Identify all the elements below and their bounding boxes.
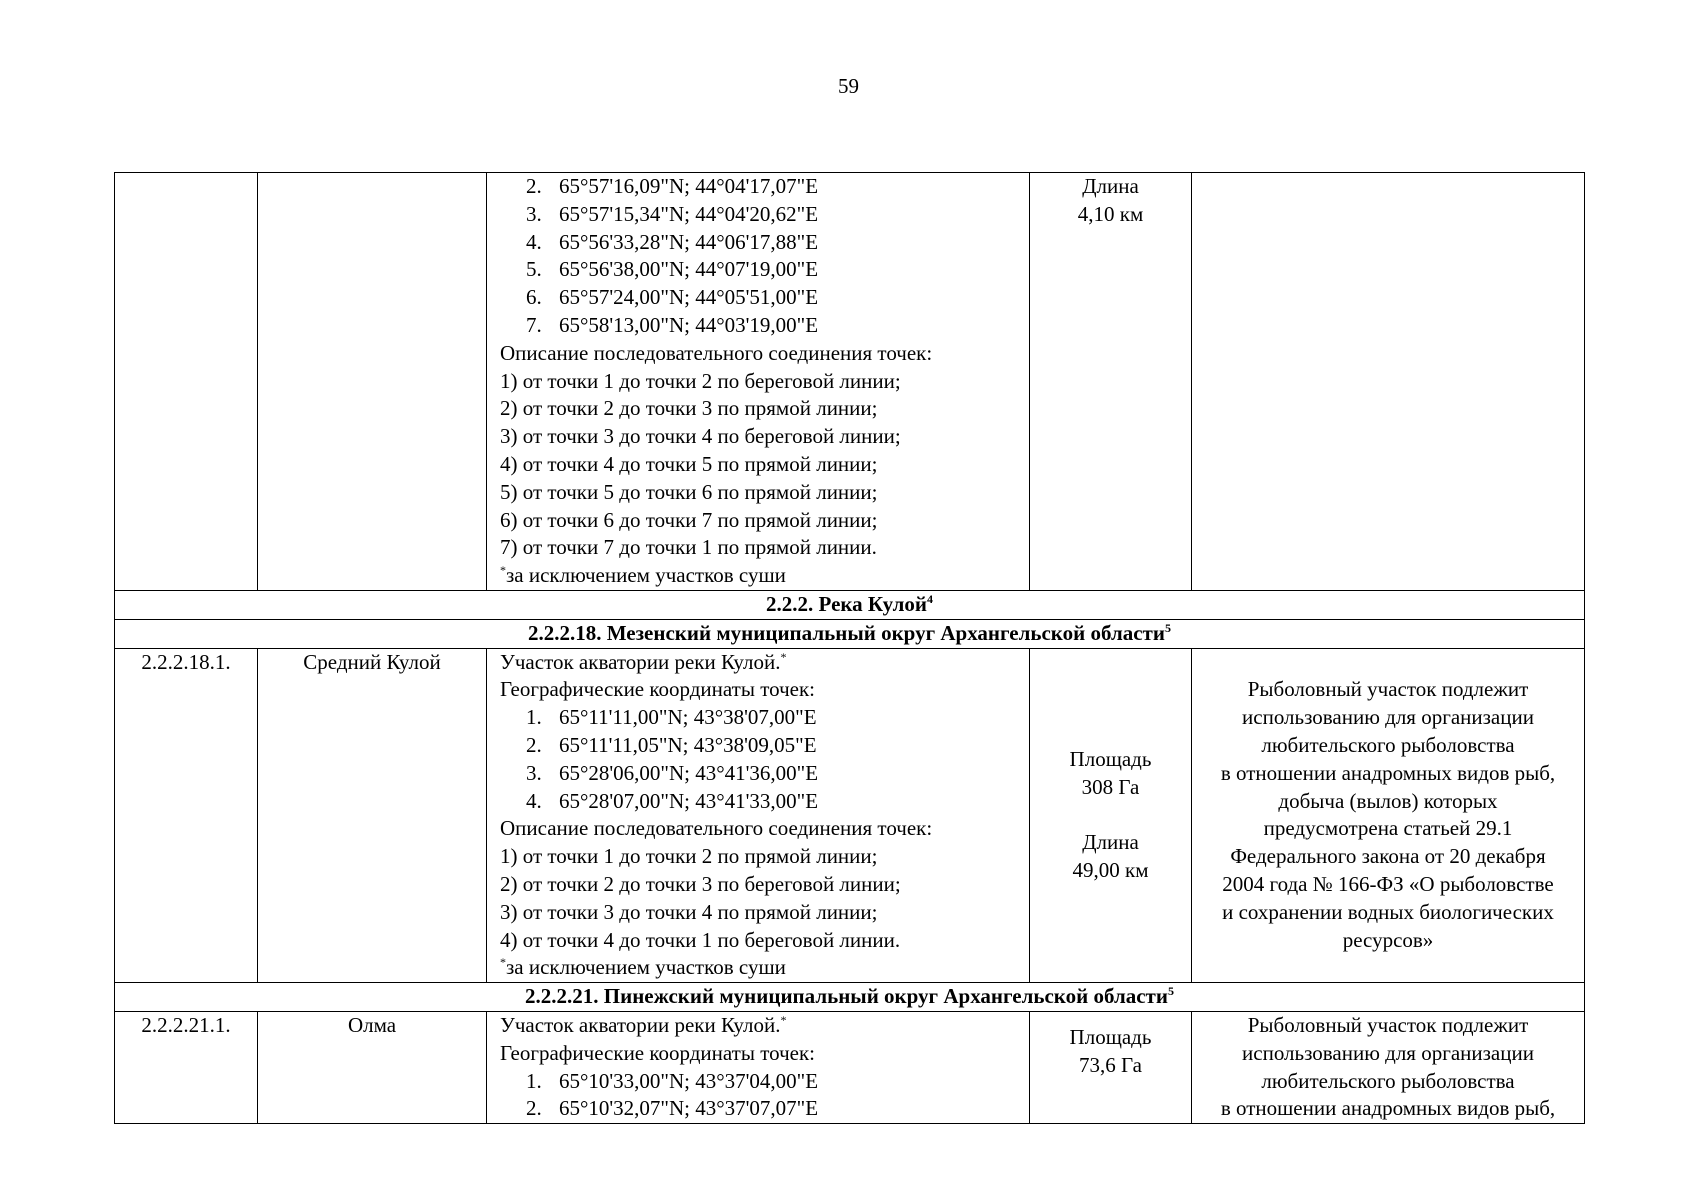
connection-item: 6) от точки 6 до точки 7 по прямой линии; xyxy=(500,507,878,532)
cell-name: Средний Кулой xyxy=(258,648,487,983)
note-line: любительского рыболовства xyxy=(1261,732,1515,757)
table-row-continuation xyxy=(115,173,1585,591)
section-title: 2.2.2.18. Мезенский муниципальный округ Архангельской области xyxy=(528,620,1165,645)
section-title: 2.2.2.21. Пинежский муниципальный округ Архангельской области xyxy=(525,984,1168,1009)
cell-name xyxy=(258,173,487,591)
note-line: Рыболовный участок подлежит xyxy=(1247,677,1529,702)
note-line: добыча (вылов) которых xyxy=(1278,788,1498,813)
page-number: 59 xyxy=(838,74,859,98)
point-item: 4. 65°28'07,00"N; 43°41'33,00"E xyxy=(526,788,819,813)
area-title: Участок акватории реки Кулой.* xyxy=(500,1012,787,1037)
note-line: предусмотрена статьей 29.1 xyxy=(1263,816,1513,841)
cell-note xyxy=(1192,648,1585,983)
point-item: 7. 65°58'13,00"N; 44°03'19,00"E xyxy=(526,312,819,337)
connection-title: Описание последовательного соединения точек: xyxy=(500,340,933,365)
point-item: 2. 65°10'32,07"N; 43°37'07,07"E xyxy=(526,1096,819,1121)
cell-size xyxy=(1030,1011,1192,1123)
connection-item: 3) от точки 3 до точки 4 по прямой линии; xyxy=(500,899,878,924)
note-line: в отношении анадромных видов рыб, xyxy=(1220,760,1556,785)
point-item: 1. 65°10'33,00"N; 43°37'04,00"E xyxy=(526,1068,819,1093)
point-item: 4. 65°56'33,28"N; 44°06'17,88"E xyxy=(526,229,819,254)
footnote: *за исключением участков суши xyxy=(500,955,786,980)
area-value: 308 Га xyxy=(1081,774,1140,799)
point-item: 3. 65°28'06,00"N; 43°41'36,00"E xyxy=(526,760,819,785)
note-line: Рыболовный участок подлежит xyxy=(1247,1012,1529,1037)
section-header-pinega: 2.2.2.21. Пинежский муниципальный округ Архангельской области$^5$ xyxy=(115,983,1585,1012)
footnote: *за исключением участков суши xyxy=(500,563,786,588)
point-item: 3. 65°57'15,34"N; 44°04'20,62"E xyxy=(526,201,819,226)
connection-item: 4) от точки 4 до точки 5 по прямой линии; xyxy=(500,451,878,476)
section-header-river: 2.2.2. Река Кулой$^4$ xyxy=(115,591,1585,620)
point-item: 6. 65°57'24,00"N; 44°05'51,00"E xyxy=(526,285,819,310)
cell-size xyxy=(1030,173,1192,591)
cell-number: 2.2.2.21.1. xyxy=(115,1011,258,1123)
area-label: Площадь xyxy=(1069,746,1152,771)
connection-item: 4) от точки 4 до точки 1 по береговой линии. xyxy=(500,927,901,952)
length-label: Длина xyxy=(1082,830,1139,855)
point-item: 2. 65°57'16,09"N; 44°04'17,07"E xyxy=(526,174,819,198)
note-line: в отношении анадромных видов рыб, xyxy=(1220,1096,1556,1121)
cell-name: Олма xyxy=(258,1011,487,1123)
point-item: 2. 65°11'11,05"N; 43°38'09,05"E xyxy=(526,732,817,757)
fishing-areas-table xyxy=(114,172,1585,1124)
connection-item: 2) от точки 2 до точки 3 по прямой линии; xyxy=(500,396,878,421)
note-line: использованию для организации xyxy=(1242,705,1534,730)
cell-description xyxy=(487,1011,1030,1123)
points-list xyxy=(500,704,1029,815)
table-row-olma xyxy=(115,1011,1585,1123)
length-value: 49,00 км xyxy=(1072,858,1149,883)
coords-title: Географические координаты точек: xyxy=(500,1040,815,1065)
connection-title: Описание последовательного соединения точек: xyxy=(500,816,933,841)
length-label: Длина xyxy=(1082,174,1139,198)
area-title: Участок акватории реки Кулой.* xyxy=(500,649,787,674)
point-item: 5. 65°56'38,00"N; 44°07'19,00"E xyxy=(526,257,819,282)
points-list xyxy=(500,173,1029,340)
note-line: использованию для организации xyxy=(1242,1040,1534,1065)
connection-item: 5) от точки 5 до точки 6 по прямой линии; xyxy=(500,479,878,504)
area-value: 73,6 Га xyxy=(1079,1052,1142,1077)
point-item: 1. 65°11'11,00"N; 43°38'07,00"E xyxy=(526,705,817,730)
connection-item: 7) от точки 7 до точки 1 по прямой линии. xyxy=(500,535,877,560)
connection-item: 3) от точки 3 до точки 4 по береговой линии; xyxy=(500,424,901,449)
note-line: любительского рыболовства xyxy=(1261,1068,1515,1093)
connection-item: 1) от точки 1 до точки 2 по береговой линии; xyxy=(500,368,901,393)
note-line: 2004 года № 166-ФЗ «О рыболовстве xyxy=(1222,871,1554,896)
length-value: 4,10 км xyxy=(1077,201,1144,226)
note-line: и сохранении водных биологических xyxy=(1222,899,1554,924)
table-row-sredny-kuloy xyxy=(115,648,1585,983)
connection-item: 2) от точки 2 до точки 3 по береговой линии; xyxy=(500,871,901,896)
coords-title: Географические координаты точек: xyxy=(500,677,815,702)
section-title: 2.2.2. Река Кулой xyxy=(766,592,927,616)
cell-note xyxy=(1192,1011,1585,1123)
note-line: Федерального закона от 20 декабря xyxy=(1230,844,1546,869)
note-line: ресурсов» xyxy=(1342,927,1434,952)
cell-note xyxy=(1192,173,1585,591)
cell-number xyxy=(115,173,258,591)
cell-description xyxy=(487,648,1030,983)
connection-item: 1) от точки 1 до точки 2 по прямой линии; xyxy=(500,844,878,869)
area-label: Площадь xyxy=(1069,1024,1152,1049)
cell-description xyxy=(487,173,1030,591)
points-list xyxy=(500,1068,1029,1124)
cell-number: 2.2.2.18.1. xyxy=(115,648,258,983)
cell-size xyxy=(1030,648,1192,983)
section-header-mezen: 2.2.2.18. Мезенский муниципальный округ Архангельской области$^5$ xyxy=(115,619,1585,648)
